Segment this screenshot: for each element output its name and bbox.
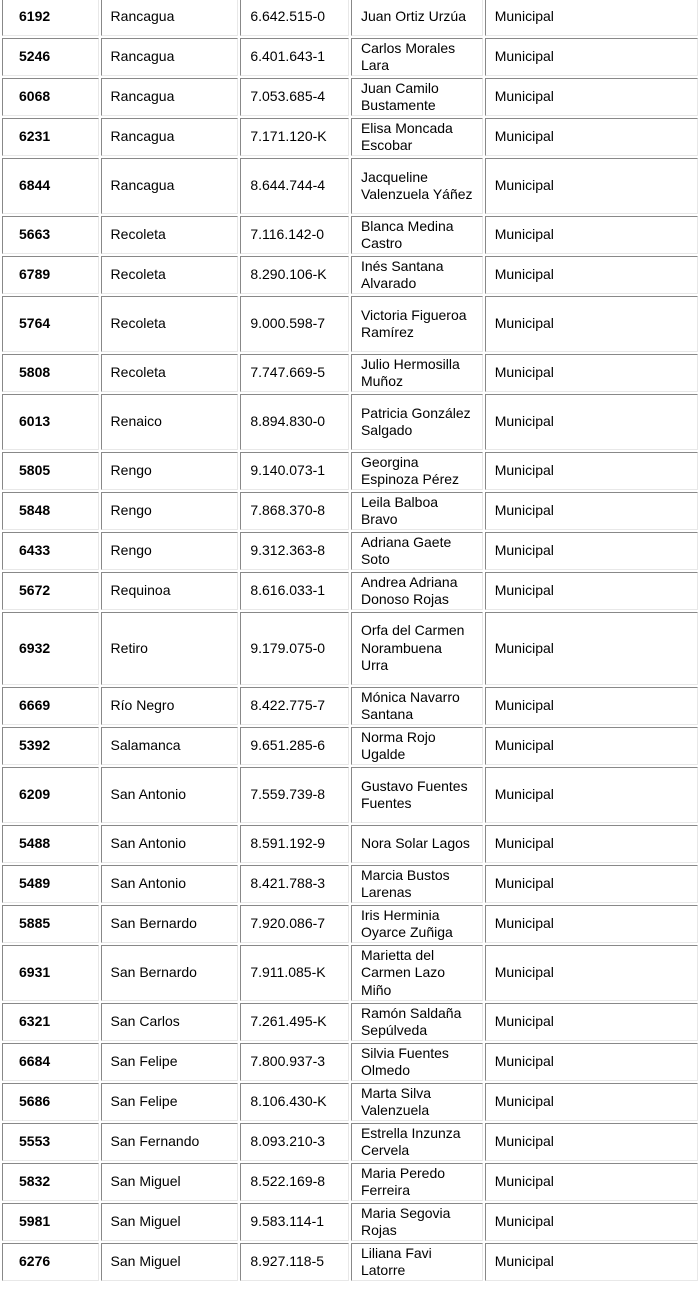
cell-nombre: Mónica Navarro Santana [351,687,483,725]
table-row [2,354,698,392]
cell-comuna: Recoleta [101,296,239,352]
cell-rut: 7.800.937-3 [240,1043,349,1081]
table-row [2,1123,698,1161]
cell-rut: 8.591.192-9 [240,825,349,863]
table-row [2,1003,698,1041]
cell-rut: 8.644.744-4 [240,158,349,214]
cell-comuna: San Bernardo [101,945,239,1001]
cell-id: 6931 [2,945,99,1001]
cell-nombre: Marcia Bustos Larenas [351,865,483,903]
cell-id: 6844 [2,158,99,214]
cell-id: 5885 [2,905,99,943]
cell-dependencia: Municipal [485,118,698,156]
cell-id: 6789 [2,256,99,294]
cell-dependencia: Municipal [485,865,698,903]
cell-dependencia: Municipal [485,532,698,570]
cell-nombre: Jacqueline Valenzuela Yáñez [351,158,483,214]
cell-comuna: San Antonio [101,767,239,823]
cell-id: 5553 [2,1123,99,1161]
cell-comuna: Recoleta [101,216,239,254]
cell-nombre: Blanca Medina Castro [351,216,483,254]
table-row [2,158,698,214]
cell-nombre: Nora Solar Lagos [351,825,483,863]
cell-dependencia: Municipal [485,1003,698,1041]
cell-rut: 7.261.495-K [240,1003,349,1041]
cell-id: 5805 [2,452,99,490]
cell-rut: 8.927.118-5 [240,1243,349,1281]
cell-id: 6433 [2,532,99,570]
cell-rut: 8.422.775-7 [240,687,349,725]
cell-id: 5764 [2,296,99,352]
cell-id: 5672 [2,572,99,610]
cell-rut: 9.000.598-7 [240,296,349,352]
cell-id: 6321 [2,1003,99,1041]
cell-id: 5246 [2,38,99,76]
cell-id: 6669 [2,687,99,725]
cell-nombre: Juan Camilo Bustamente [351,78,483,116]
cell-comuna: Rengo [101,452,239,490]
cell-dependencia: Municipal [485,452,698,490]
cell-rut: 9.140.073-1 [240,452,349,490]
table-row [2,38,698,76]
cell-comuna: Rengo [101,492,239,530]
cell-comuna: Retiro [101,612,239,685]
cell-dependencia: Municipal [485,1243,698,1281]
table-row [2,532,698,570]
cell-comuna: San Felipe [101,1043,239,1081]
cell-nombre: Juan Ortiz Urzúa [351,0,483,36]
cell-comuna: San Antonio [101,865,239,903]
cell-nombre: Silvia Fuentes Olmedo [351,1043,483,1081]
cell-id: 5686 [2,1083,99,1121]
cell-id: 6932 [2,612,99,685]
cell-rut: 9.583.114-1 [240,1203,349,1241]
cell-nombre: Gustavo Fuentes Fuentes [351,767,483,823]
cell-nombre: Marietta del Carmen Lazo Miño [351,945,483,1001]
cell-rut: 9.179.075-0 [240,612,349,685]
cell-nombre: Liliana Favi Latorre [351,1243,483,1281]
table-row [2,492,698,530]
cell-comuna: San Carlos [101,1003,239,1041]
cell-rut: 9.312.363-8 [240,532,349,570]
cell-dependencia: Municipal [485,1043,698,1081]
cell-id: 5663 [2,216,99,254]
cell-id: 5848 [2,492,99,530]
table-row [2,0,698,36]
cell-id: 6276 [2,1243,99,1281]
cell-rut: 7.171.120-K [240,118,349,156]
cell-rut: 7.911.085-K [240,945,349,1001]
cell-comuna: Salamanca [101,727,239,765]
cell-comuna: Recoleta [101,354,239,392]
cell-rut: 9.651.285-6 [240,727,349,765]
cell-dependencia: Municipal [485,0,698,36]
cell-id: 5981 [2,1203,99,1241]
table-row [2,767,698,823]
cell-id: 6209 [2,767,99,823]
cell-id: 6684 [2,1043,99,1081]
cell-comuna: Rancagua [101,158,239,214]
cell-nombre: Adriana Gaete Soto [351,532,483,570]
cell-dependencia: Municipal [485,394,698,450]
cell-nombre: Ramón Saldaña Sepúlveda [351,1003,483,1041]
cell-id: 6068 [2,78,99,116]
cell-dependencia: Municipal [485,158,698,214]
cell-nombre: Carlos Morales Lara [351,38,483,76]
table-row [2,905,698,943]
cell-id: 5832 [2,1163,99,1201]
cell-rut: 8.894.830-0 [240,394,349,450]
cell-id: 5488 [2,825,99,863]
table-row [2,1083,698,1121]
table-row [2,687,698,725]
table-row [2,825,698,863]
cell-dependencia: Municipal [485,612,698,685]
cell-rut: 7.116.142-0 [240,216,349,254]
table-row [2,296,698,352]
cell-comuna: San Miguel [101,1243,239,1281]
cell-dependencia: Municipal [485,727,698,765]
cell-nombre: Leila Balboa Bravo [351,492,483,530]
cell-dependencia: Municipal [485,1083,698,1121]
cell-nombre: Victoria Figueroa Ramírez [351,296,483,352]
table-row [2,1203,698,1241]
cell-nombre: Patricia González Salgado [351,394,483,450]
cell-rut: 6.401.643-1 [240,38,349,76]
cell-dependencia: Municipal [485,354,698,392]
cell-id: 6192 [2,0,99,36]
cell-nombre: Maria Peredo Ferreira [351,1163,483,1201]
cell-nombre: Marta Silva Valenzuela [351,1083,483,1121]
cell-rut: 8.421.788-3 [240,865,349,903]
cell-dependencia: Municipal [485,296,698,352]
table-row [2,1043,698,1081]
table-row [2,612,698,685]
cell-nombre: Elisa Moncada Escobar [351,118,483,156]
cell-comuna: Requinoa [101,572,239,610]
cell-dependencia: Municipal [485,825,698,863]
cell-nombre: Georgina Espinoza Pérez [351,452,483,490]
cell-comuna: Rancagua [101,78,239,116]
cell-rut: 7.053.685-4 [240,78,349,116]
cell-rut: 8.093.210-3 [240,1123,349,1161]
cell-dependencia: Municipal [485,767,698,823]
table-body [2,0,698,1281]
table-row [2,256,698,294]
cell-rut: 8.106.430-K [240,1083,349,1121]
cell-dependencia: Municipal [485,256,698,294]
cell-rut: 7.747.669-5 [240,354,349,392]
cell-nombre: Orfa del Carmen Norambuena Urra [351,612,483,685]
cell-dependencia: Municipal [485,1203,698,1241]
cell-rut: 8.290.106-K [240,256,349,294]
cell-nombre: Estrella Inzunza Cervela [351,1123,483,1161]
cell-nombre: Julio Hermosilla Muñoz [351,354,483,392]
cell-comuna: San Antonio [101,825,239,863]
table-row [2,572,698,610]
cell-id: 5392 [2,727,99,765]
cell-rut: 7.920.086-7 [240,905,349,943]
cell-id: 6013 [2,394,99,450]
cell-comuna: San Fernando [101,1123,239,1161]
cell-dependencia: Municipal [485,572,698,610]
cell-nombre: Maria Segovia Rojas [351,1203,483,1241]
cell-comuna: San Bernardo [101,905,239,943]
cell-comuna: Rancagua [101,38,239,76]
table-row [2,216,698,254]
cell-id: 5808 [2,354,99,392]
cell-dependencia: Municipal [485,78,698,116]
cell-dependencia: Municipal [485,492,698,530]
cell-nombre: Andrea Adriana Donoso Rojas [351,572,483,610]
table-row [2,118,698,156]
cell-comuna: Renaico [101,394,239,450]
table-row [2,452,698,490]
cell-nombre: Inés Santana Alvarado [351,256,483,294]
cell-comuna: Recoleta [101,256,239,294]
table-row [2,1243,698,1281]
cell-nombre: Norma Rojo Ugalde [351,727,483,765]
cell-dependencia: Municipal [485,905,698,943]
cell-rut: 8.522.169-8 [240,1163,349,1201]
cell-comuna: Río Negro [101,687,239,725]
cell-nombre: Iris Herminia Oyarce Zuñiga [351,905,483,943]
cell-comuna: San Felipe [101,1083,239,1121]
table-row [2,394,698,450]
table-row [2,865,698,903]
table-row [2,727,698,765]
cell-comuna: San Miguel [101,1163,239,1201]
cell-rut: 8.616.033-1 [240,572,349,610]
cell-comuna: San Miguel [101,1203,239,1241]
cell-dependencia: Municipal [485,687,698,725]
table-row [2,945,698,1001]
cell-dependencia: Municipal [485,38,698,76]
cell-comuna: Rancagua [101,118,239,156]
cell-dependencia: Municipal [485,1163,698,1201]
cell-rut: 7.868.370-8 [240,492,349,530]
cell-id: 6231 [2,118,99,156]
cell-dependencia: Municipal [485,945,698,1001]
cell-rut: 6.642.515-0 [240,0,349,36]
cell-dependencia: Municipal [485,216,698,254]
table-row [2,78,698,116]
cell-dependencia: Municipal [485,1123,698,1161]
cell-comuna: Rengo [101,532,239,570]
table-row [2,1163,698,1201]
cell-id: 5489 [2,865,99,903]
cell-rut: 7.559.739-8 [240,767,349,823]
cell-comuna: Rancagua [101,0,239,36]
